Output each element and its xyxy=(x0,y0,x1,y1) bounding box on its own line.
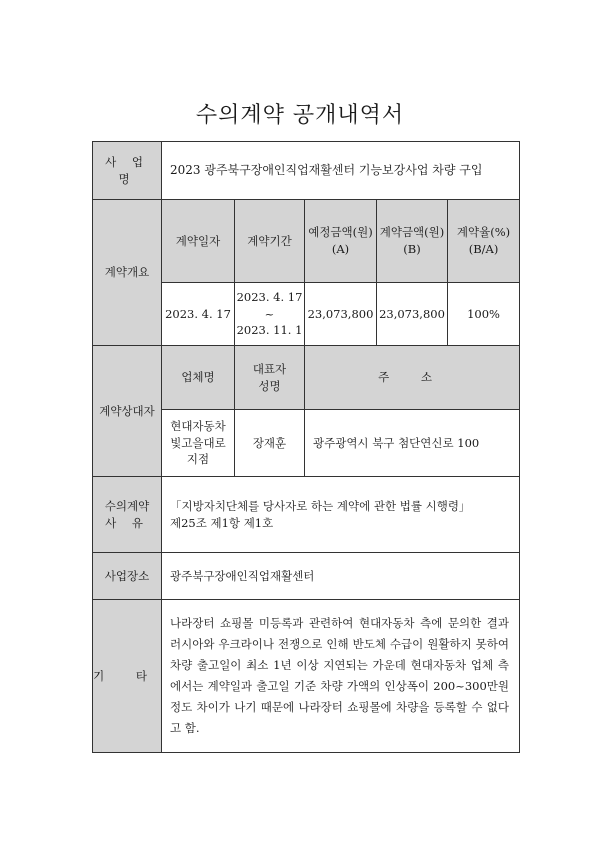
reason-text: 「지방자치단체를 당사자로 하는 계약에 관한 법률 시행령」 제25조 제1항 제1호 xyxy=(162,477,520,553)
contract-amount: 23,073,800 xyxy=(377,283,448,346)
company-address: 광주광역시 북구 첨단연신로 100 xyxy=(305,410,520,477)
location-label: 사업장소 xyxy=(93,553,162,600)
contract-period: 2023. 4. 17 ~ 2023. 11. 1 xyxy=(235,283,305,346)
overview-header-row xyxy=(93,200,520,283)
contract-date: 2023. 4. 17 xyxy=(162,283,235,346)
contract-rate: 100% xyxy=(448,283,520,346)
representative-header: 대표자 성명 xyxy=(235,346,305,410)
amount-header: 계약금액(원) (B) xyxy=(377,200,448,283)
address-header: 주 소 xyxy=(305,346,520,410)
location-value: 광주북구장애인직업재활센터 xyxy=(162,553,520,600)
reason-label: 수의계약 사 유 xyxy=(93,477,162,553)
company-header: 업체명 xyxy=(162,346,235,410)
other-row xyxy=(93,600,520,753)
counterparty-label: 계약상대자 xyxy=(93,346,162,477)
disclosure-table xyxy=(92,141,520,753)
other-label: 기 타 xyxy=(93,600,162,753)
project-name: 2023 광주북구장애인직업재활센터 기능보강사업 차량 구입 xyxy=(162,142,520,200)
other-remarks: 나라장터 쇼핑몰 미등록과 관련하여 현대자동차 측에 문의한 결과 러시아와 우크라이나 전쟁으로 인해 반도체 수급이 원활하지 못하여 차량 출고일이 최소 1년 이상 지연되는 가운데 현대자동차 업체 측에서는 계약일과 출고일 기준 차량 가액의 인상폭이 200~300만원 정도 차이가 나기 때문에 나라장터 쇼핑몰에 차량을 등록할 수 없다고 함. xyxy=(162,600,520,753)
rate-header: 계약율(%) (B/A) xyxy=(448,200,520,283)
location-row xyxy=(93,553,520,600)
representative-name: 장재훈 xyxy=(235,410,305,477)
project-label: 사 업 명 xyxy=(93,142,162,200)
reason-row xyxy=(93,477,520,553)
contract-date-header: 계약일자 xyxy=(162,200,235,283)
estimate-amount: 23,073,800 xyxy=(305,283,377,346)
company-name: 현대자동차 빛고을대로 지점 xyxy=(162,410,235,477)
contract-period-header: 계약기간 xyxy=(235,200,305,283)
overview-label: 계약개요 xyxy=(93,200,162,346)
project-row xyxy=(93,142,520,200)
estimate-header: 예정금액(원) (A) xyxy=(305,200,377,283)
counterparty-header-row xyxy=(93,346,520,410)
document-title: 수의계약 공개내역서 xyxy=(195,103,405,128)
